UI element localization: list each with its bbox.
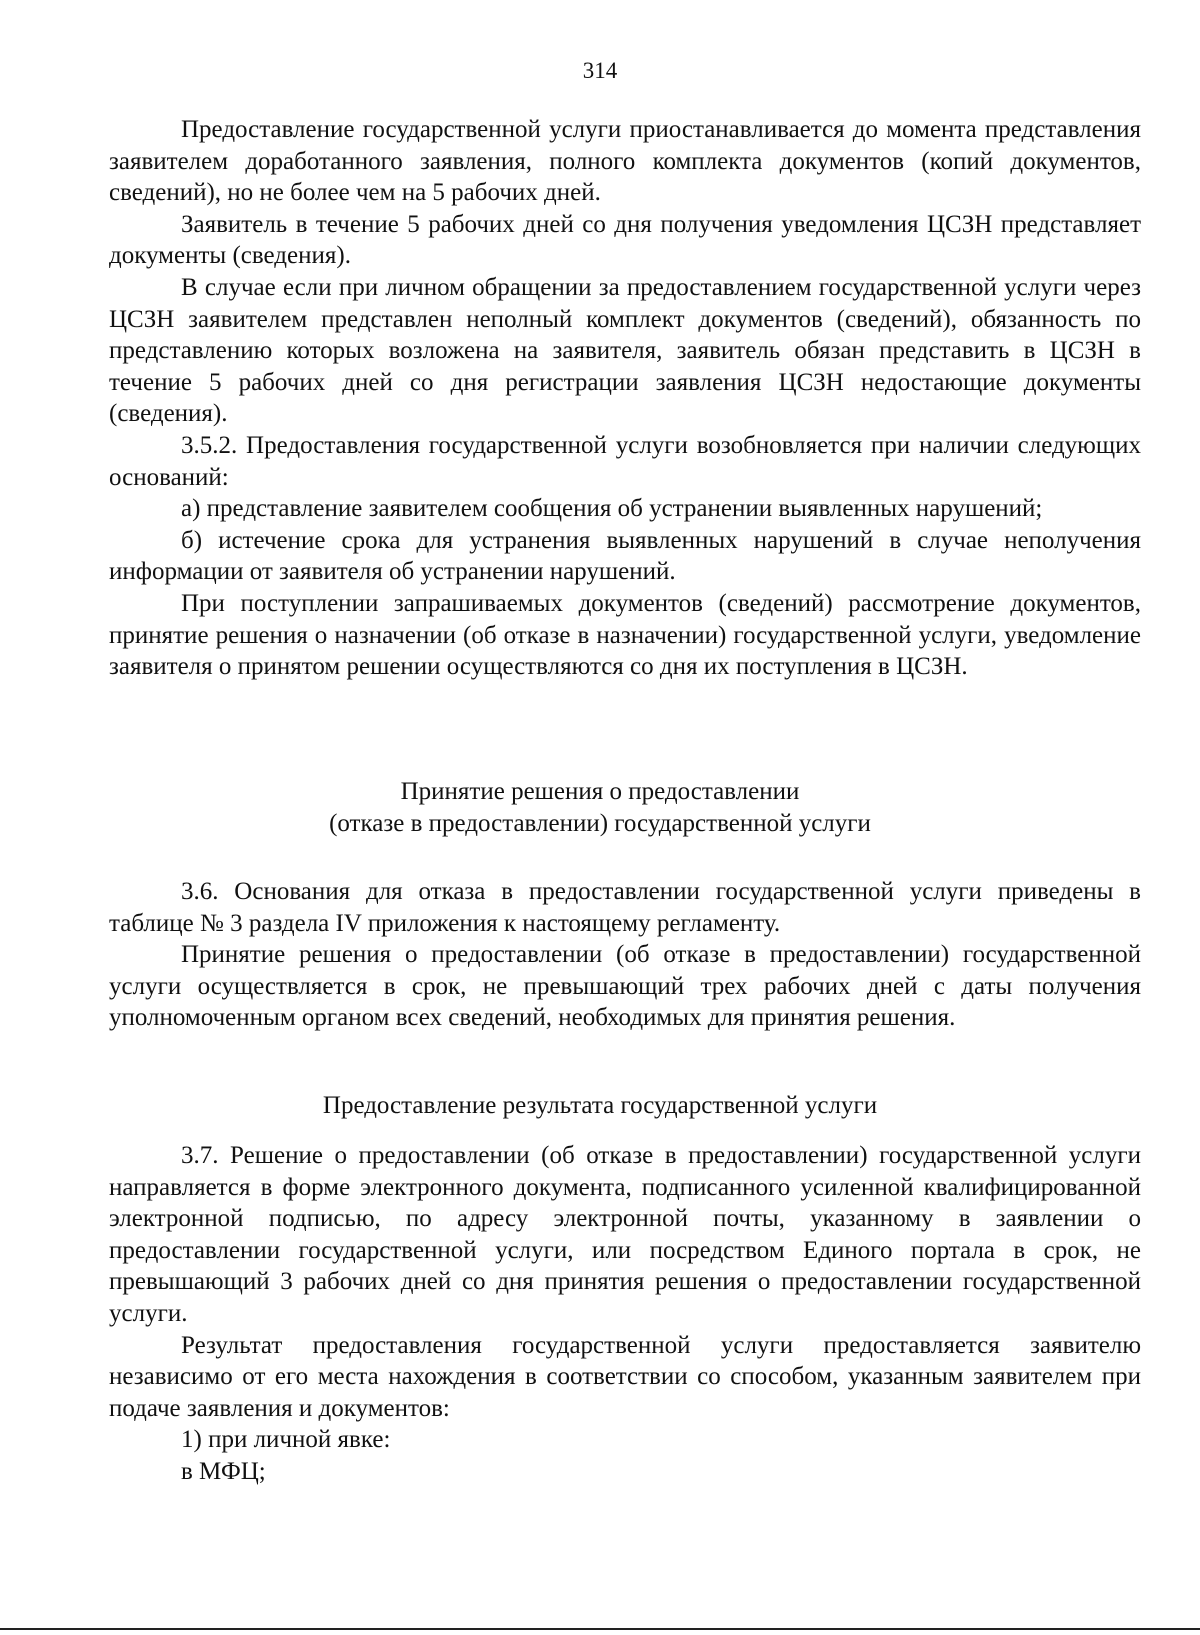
paragraph: 3.5.2. Предоставления государственной услуги возобновляется при наличии следующих оснований: — [109, 431, 1141, 491]
paragraph: 3.7. Решение о предоставлении (об отказе в предоставлении) государственной услуги направляется в форме электронного документа, подписанного усиленной квалифицированной электронной подписью, по адресу электронной почты, указанному в заявлении о предоставлении государственной услуги, или посредством Единого портала в срок, не превышающий 3 рабочих дней со дня принятия решения о предоставлении государственной услуги. — [109, 1142, 1141, 1327]
section-heading-result — [0, 1090, 1200, 1122]
paragraph: б) истечение срока для устранения выявленных нарушений в случае неполучения информации от заявителя об устранении нарушений. — [109, 526, 1141, 586]
paragraph: 1) при личной явке: — [181, 1426, 391, 1454]
heading-line: Принятие решения о предоставлении — [400, 778, 800, 805]
paragraph: Результат предоставления государственной услуги предоставляется заявителю независимо от его места нахождения в соответствии со способом, указанным заявителем при подаче заявления и документов: — [109, 1331, 1141, 1422]
section-decision-text — [109, 876, 1141, 1034]
paragraph: в МФЦ; — [181, 1457, 266, 1485]
paragraph: 3.6. Основания для отказа в предоставлении государственной услуги приведены в таблице № 3 раздела IV приложения к настоящему регламенту. — [109, 878, 1141, 937]
section-heading-decision — [0, 776, 1200, 840]
paragraph: а) представление заявителем сообщения об устранении выявленных нарушений; — [181, 495, 1043, 523]
heading-line: (отказе в предоставлении) государственной услуги — [329, 810, 871, 837]
paragraph: Заявитель в течение 5 рабочих дней со дня получения уведомления ЦСЗН представляет документы (сведения). — [109, 210, 1141, 270]
page-number: 314 — [582, 58, 618, 83]
section-result-text — [109, 1140, 1141, 1488]
heading-line: Предоставление результата государственной услуги — [322, 1092, 878, 1119]
paragraph: Принятие решения о предоставлении (об отказе в предоставлении) государственной услуги осуществляется в срок, не превышающий трех рабочих дней с даты получения уполномоченным органом всех сведений, необходимых для принятия решения. — [109, 941, 1141, 1032]
scan-edge-line — [0, 1628, 1200, 1630]
paragraph: При поступлении запрашиваемых документов (сведений) рассмотрение документов, принятие решения о назначении (об отказе в назначении) государственной услуги, уведомление заявителя о принятом решении осуществляются со дня их поступления в ЦСЗН. — [109, 589, 1141, 681]
paragraph: Предоставление государственной услуги приостанавливается до момента представления заявителем доработанного заявления, полного комплекта документов (копий документов, сведений), но не более чем на 5 рабочих дней. — [109, 116, 1141, 207]
section-suspension-text — [109, 114, 1141, 683]
paragraph: В случае если при личном обращении за предоставлением государственной услуги через ЦСЗН заявителем представлен неполный комплект документов (сведений), обязанность по представлению которых возложена на заявителя, заявитель обязан представить в ЦСЗН в течение 5 рабочих дней со дня регистрации заявления ЦСЗН недостающие документы (сведения). — [109, 273, 1141, 428]
